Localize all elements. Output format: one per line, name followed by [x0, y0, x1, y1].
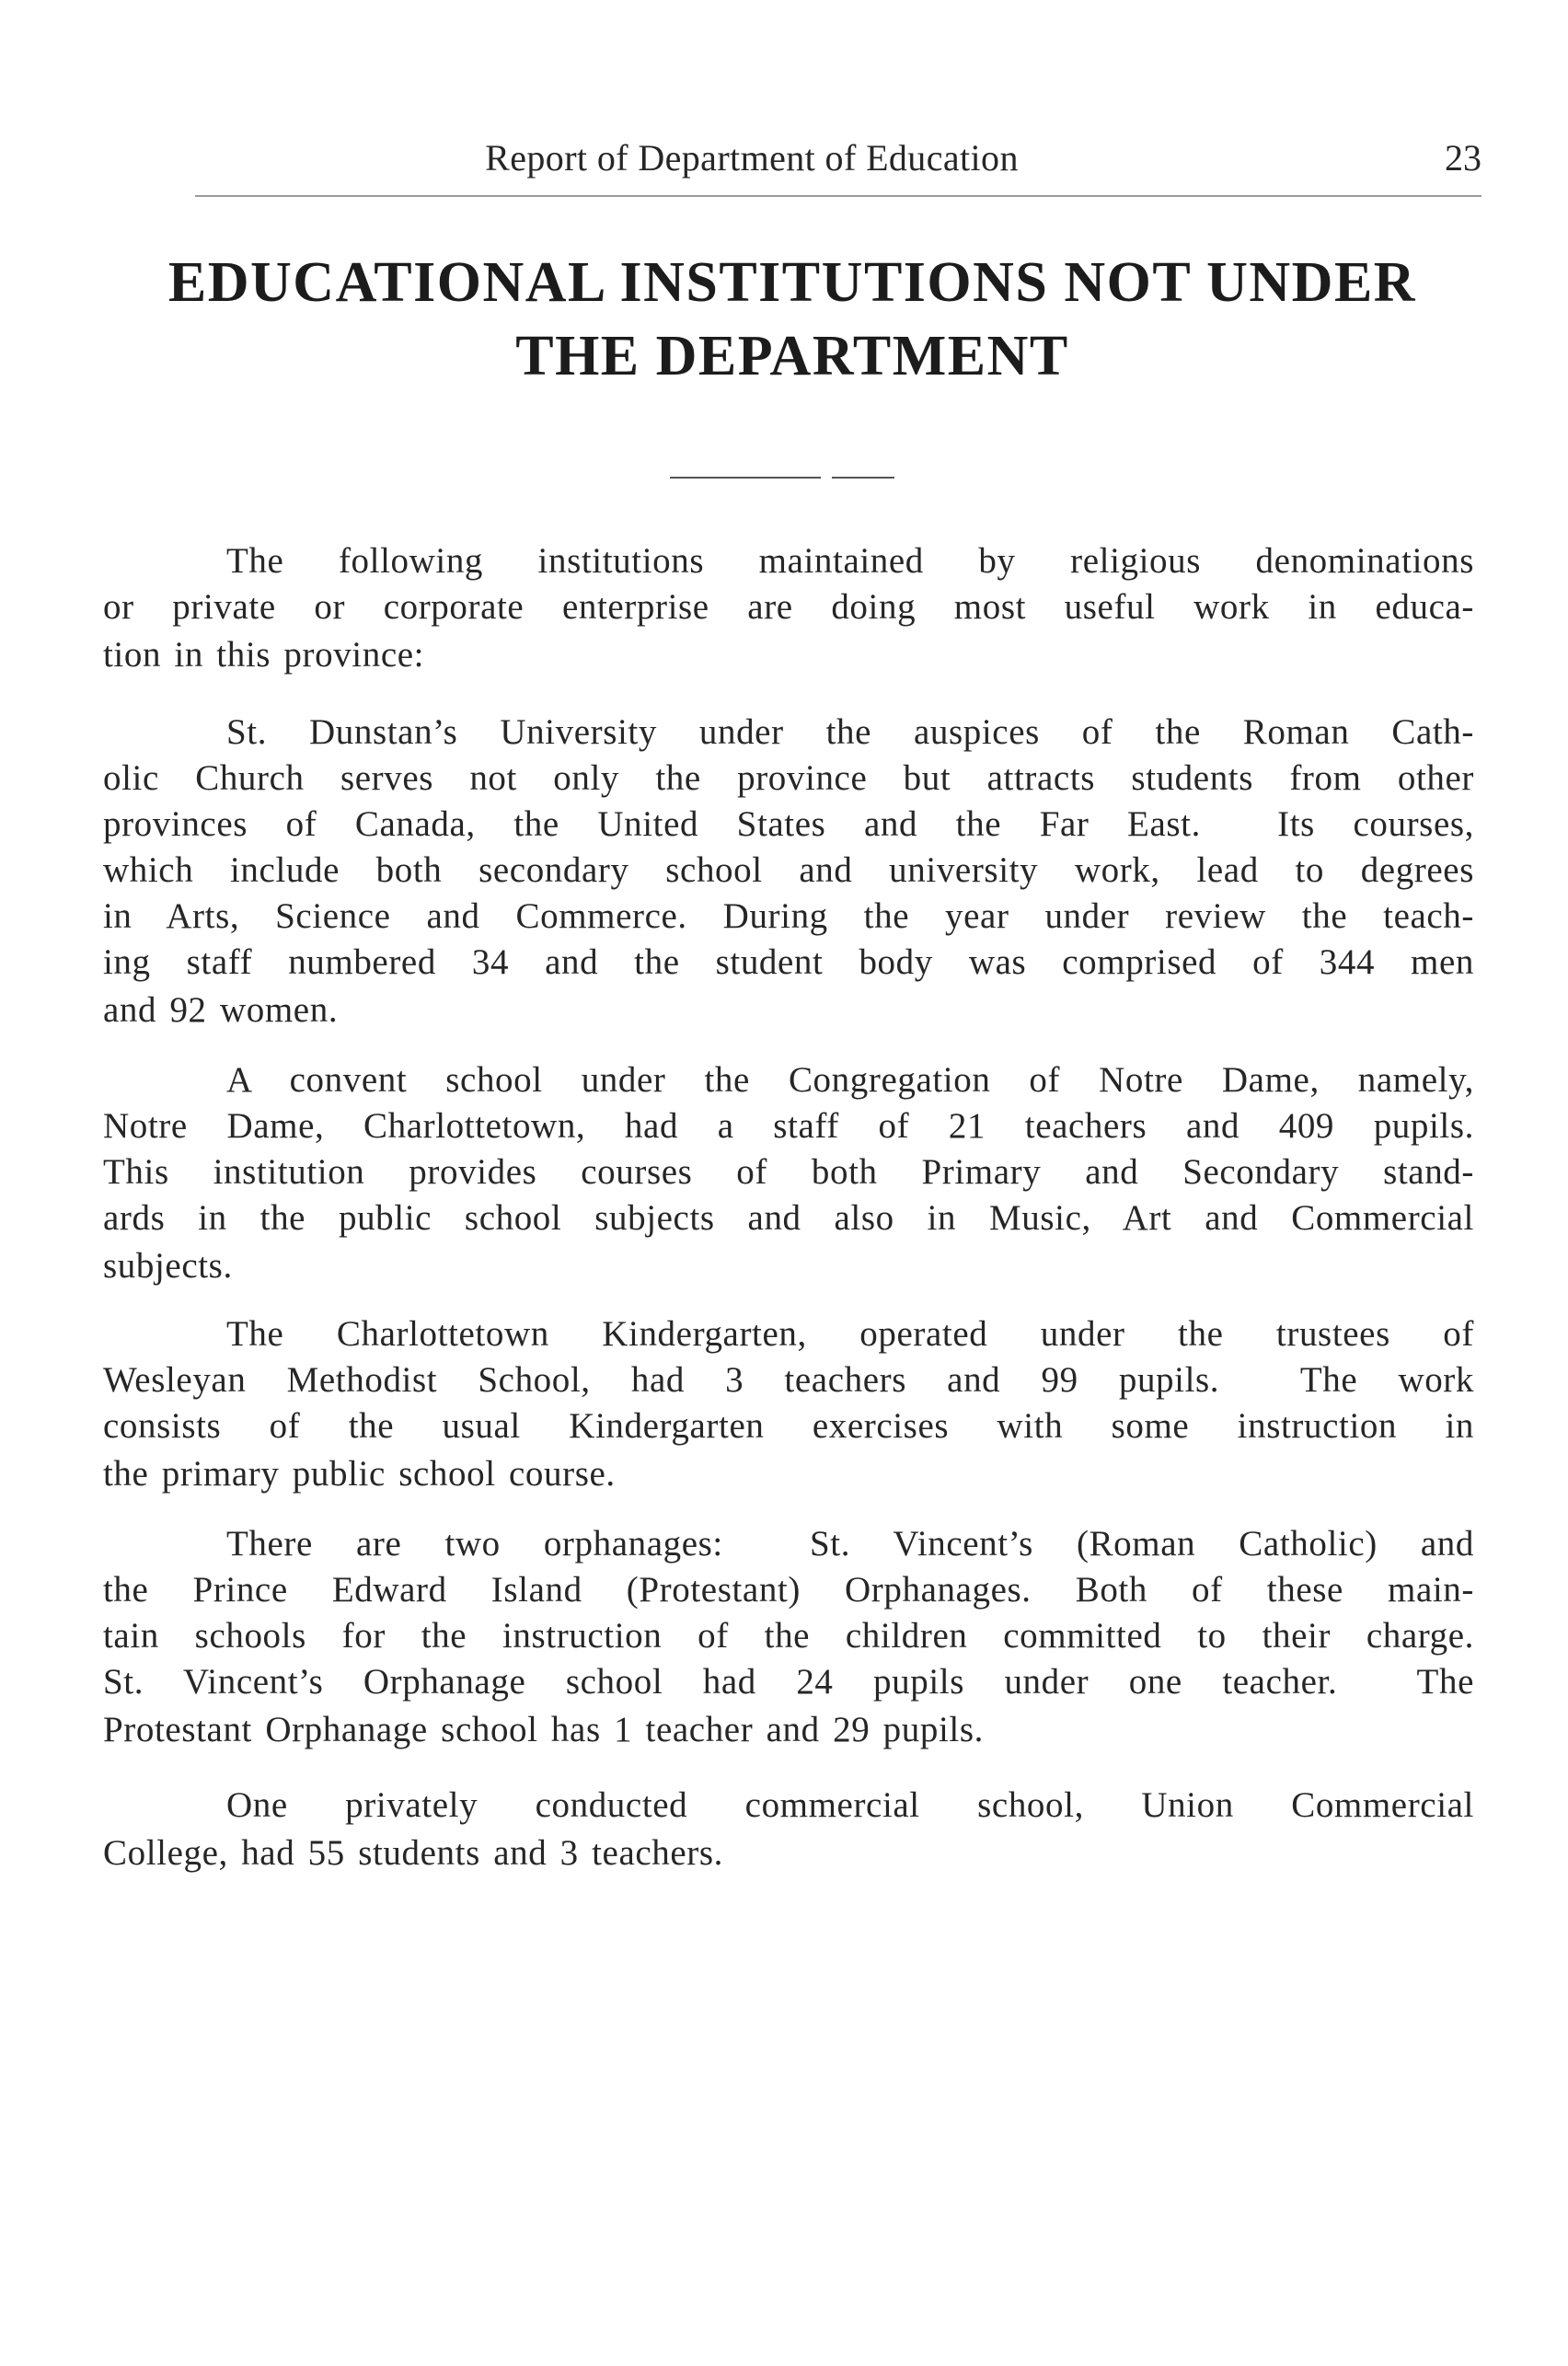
text-line: ards in the public school subjects and also in Music, Art and Commercial — [103, 1198, 1474, 1238]
text-line: the Prince Edward Island (Protestant) Orphanages. Both of these main- — [103, 1570, 1474, 1610]
text-line: olic Church serves not only the province but attracts students from other — [103, 758, 1474, 798]
text-line: St. Dunstan’s University under the auspices of the Roman Cath- — [226, 712, 1474, 752]
text-line: provinces of Canada, the United States and the Far East. Its courses, — [103, 804, 1474, 844]
running-head — [195, 131, 1482, 186]
ornament-rule — [670, 477, 894, 479]
ornament-rule-gap — [821, 474, 832, 481]
text-line: College, had 55 students and 3 teachers. — [103, 1833, 723, 1873]
text-line: the primary public school course. — [103, 1454, 616, 1494]
text-line: tain schools for the instruction of the children committed to their charge. — [103, 1616, 1474, 1656]
text-line: Notre Dame, Charlottetown, had a staff of 21 teachers and 409 pupils. — [103, 1106, 1474, 1146]
text-line: Protestant Orphanage school has 1 teacher and 29 pupils. — [103, 1710, 984, 1749]
running-head-title: Report of Department of Education — [485, 137, 1019, 179]
text-line: The following institutions maintained by religious denominations — [226, 541, 1474, 581]
text-line: which include both secondary school and university work, lead to degrees — [103, 850, 1474, 890]
section-heading-line-1: EDUCATIONAL INSTITUTIONS NOT UNDER — [167, 251, 1417, 314]
text-line: Wesleyan Methodist School, had 3 teachers and 99 pupils. The work — [103, 1360, 1474, 1400]
text-line: consists of the usual Kindergarten exercises with some instruction in — [103, 1406, 1474, 1446]
text-line: The Charlottetown Kindergarten, operated under the trustees of — [226, 1314, 1474, 1354]
text-line: tion in this province: — [103, 635, 425, 675]
text-line: This institution provides courses of both Primary and Secondary stand- — [103, 1152, 1474, 1192]
text-line: or private or corporate enterprise are doing most useful work in educa- — [103, 587, 1474, 627]
section-heading-line-2: THE DEPARTMENT — [515, 325, 1069, 387]
text-line: and 92 women. — [103, 990, 339, 1030]
text-line: in Arts, Science and Commerce. During the year under review the teach- — [103, 896, 1474, 936]
text-line: There are two orphanages: St. Vincent’s (Roman Catholic) and — [226, 1524, 1474, 1564]
text-line: subjects. — [103, 1246, 233, 1286]
text-line: St. Vincent’s Orphanage school had 24 pupils under one teacher. The — [103, 1662, 1474, 1702]
header-rule — [195, 195, 1482, 197]
page-number: 23 — [1445, 137, 1482, 179]
text-line: ing staff numbered 34 and the student body was comprised of 344 men — [103, 942, 1474, 982]
text-line: One privately conducted commercial school, Union Commercial — [226, 1785, 1474, 1825]
text-line: A convent school under the Congregation of Notre Dame, namely, — [226, 1060, 1474, 1100]
